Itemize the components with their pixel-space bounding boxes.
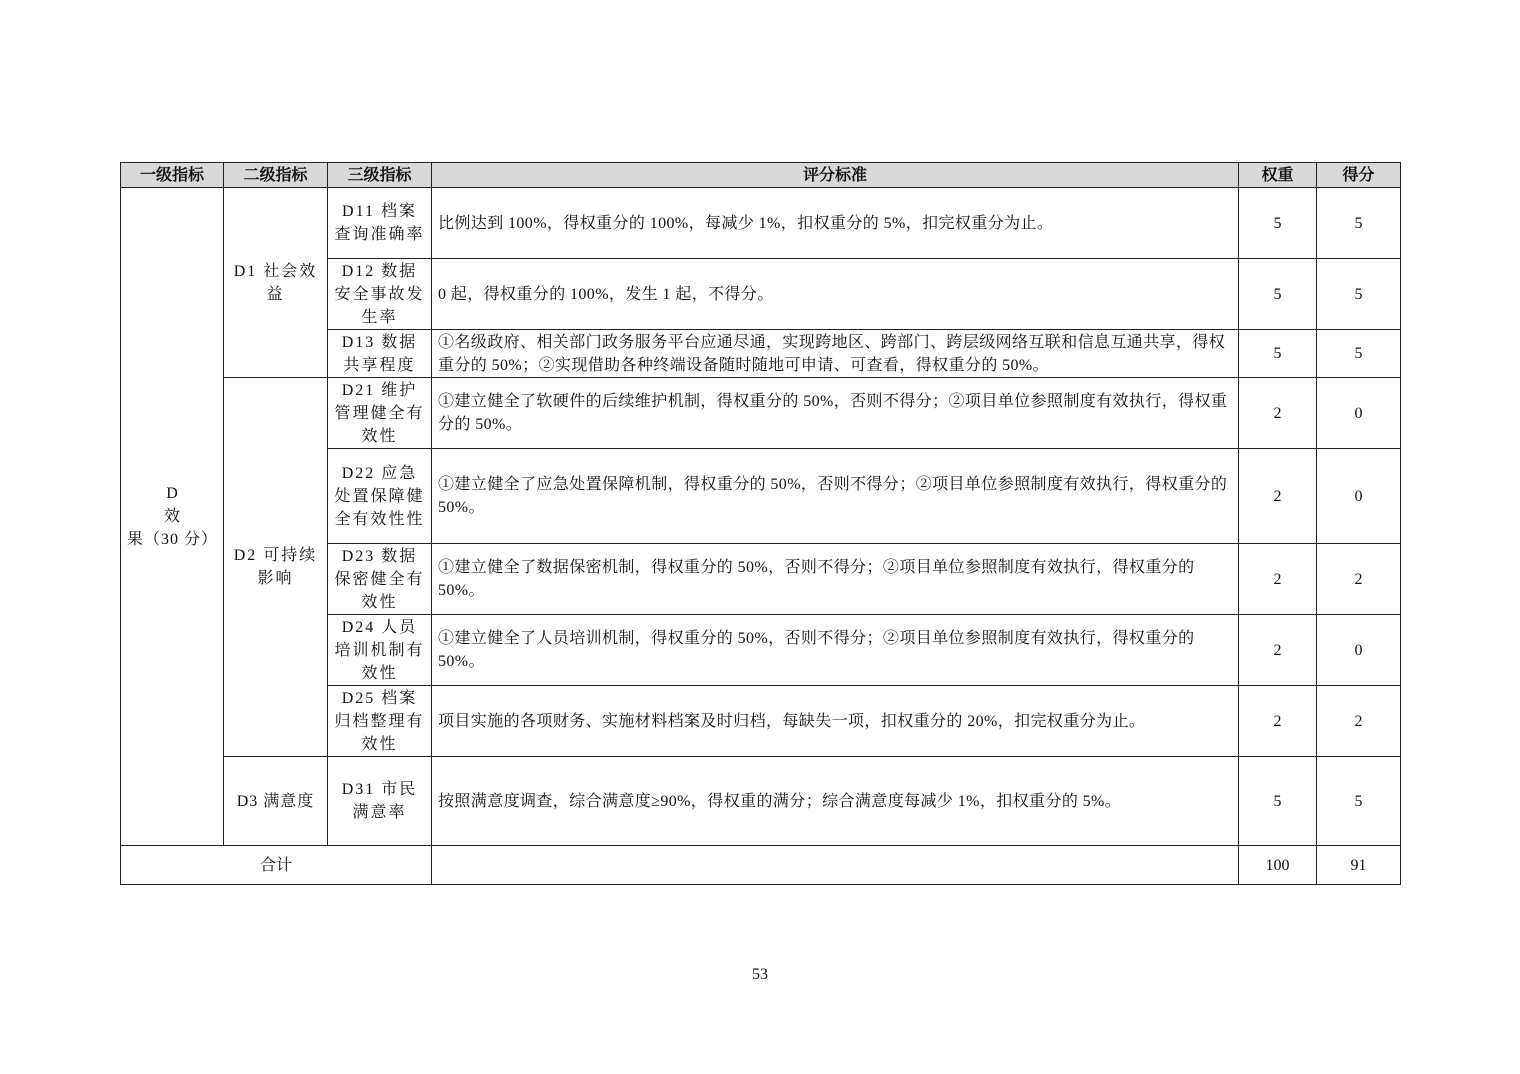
score-cell: 5 xyxy=(1317,330,1401,378)
table-row xyxy=(121,757,1401,846)
weight-cell: 2 xyxy=(1239,449,1317,544)
score-cell: 5 xyxy=(1317,259,1401,330)
weight-cell: 5 xyxy=(1239,188,1317,259)
level3-cell: D23 数据保密健全有效性 xyxy=(328,544,432,615)
weight-cell: 5 xyxy=(1239,330,1317,378)
weight-cell: 5 xyxy=(1239,259,1317,330)
weight-cell: 2 xyxy=(1239,544,1317,615)
header-level2: 二级指标 xyxy=(224,163,328,188)
level3-cell: D25 档案归档整理有效性 xyxy=(328,686,432,757)
score-cell: 2 xyxy=(1317,544,1401,615)
weight-cell: 2 xyxy=(1239,615,1317,686)
level3-cell: D13 数据共享程度 xyxy=(328,330,432,378)
weight-cell: 2 xyxy=(1239,378,1317,449)
level1-line2: 效 xyxy=(163,508,180,525)
score-cell: 5 xyxy=(1317,188,1401,259)
score-cell: 0 xyxy=(1317,449,1401,544)
criteria-cell: 项目实施的各项财务、实施材料档案及时归档，每缺失一项，扣权重分的 20%，扣完权重分为止。 xyxy=(432,686,1239,757)
group-d2: D2 可持续影响 xyxy=(224,378,328,757)
header-row xyxy=(121,163,1401,188)
criteria-cell: 0 起，得权重分的 100%，发生 1 起，不得分。 xyxy=(432,259,1239,330)
score-cell: 0 xyxy=(1317,615,1401,686)
level3-cell: D11 档案查询准确率 xyxy=(328,188,432,259)
weight-cell: 5 xyxy=(1239,757,1317,846)
page-number: 53 xyxy=(752,966,768,983)
level1-line1: D xyxy=(166,485,178,502)
score-cell: 2 xyxy=(1317,686,1401,757)
level3-cell: D24 人员培训机制有效性 xyxy=(328,615,432,686)
score-cell: 0 xyxy=(1317,378,1401,449)
total-label: 合计 xyxy=(121,846,432,885)
criteria-cell: ①建立健全了人员培训机制，得权重分的 50%，否则不得分；②项目单位参照制度有效执行，得权重分的 50%。 xyxy=(432,615,1239,686)
group-d1: D1 社会效益 xyxy=(224,188,328,378)
level1-line3: 果（30 分） xyxy=(127,531,219,548)
level1-cell xyxy=(121,188,224,846)
criteria-cell: ①建立健全了软硬件的后续维护机制，得权重分的 50%，否则不得分；②项目单位参照制度有效执行，得权重分的 50%。 xyxy=(432,378,1239,449)
weight-cell: 2 xyxy=(1239,686,1317,757)
table-row xyxy=(121,188,1401,259)
table-row xyxy=(121,378,1401,449)
header-weight: 权重 xyxy=(1239,163,1317,188)
total-criteria-empty xyxy=(432,846,1239,885)
level3-cell: D12 数据安全事故发生率 xyxy=(328,259,432,330)
criteria-cell: 比例达到 100%，得权重分的 100%，每减少 1%，扣权重分的 5%，扣完权重分为止。 xyxy=(432,188,1239,259)
criteria-cell: 按照满意度调查，综合满意度≥90%，得权重的满分；综合满意度每减少 1%，扣权重分的 5%。 xyxy=(432,757,1239,846)
evaluation-table xyxy=(120,162,1401,885)
score-cell: 5 xyxy=(1317,757,1401,846)
level3-cell: D22 应急处置保障健全有效性性 xyxy=(328,449,432,544)
total-weight: 100 xyxy=(1239,846,1317,885)
level3-cell: D21 维护管理健全有效性 xyxy=(328,378,432,449)
header-level1: 一级指标 xyxy=(121,163,224,188)
header-score: 得分 xyxy=(1317,163,1401,188)
total-row xyxy=(121,846,1401,885)
group-d3: D3 满意度 xyxy=(224,757,328,846)
header-criteria: 评分标准 xyxy=(432,163,1239,188)
criteria-cell: ①建立健全了应急处置保障机制，得权重分的 50%，否则不得分；②项目单位参照制度有效执行，得权重分的 50%。 xyxy=(432,449,1239,544)
criteria-cell: ①建立健全了数据保密机制，得权重分的 50%，否则不得分；②项目单位参照制度有效执行，得权重分的 50%。 xyxy=(432,544,1239,615)
header-level3: 三级指标 xyxy=(328,163,432,188)
criteria-cell: ①名级政府、相关部门政务服务平台应通尽通，实现跨地区、跨部门、跨层级网络互联和信息互通共享，得权重分的 50%；②实现借助各种终端设备随时随地可申请、可查看，得权重分的 50%。 xyxy=(432,330,1239,378)
level3-cell: D31 市民满意率 xyxy=(328,757,432,846)
total-score: 91 xyxy=(1317,846,1401,885)
